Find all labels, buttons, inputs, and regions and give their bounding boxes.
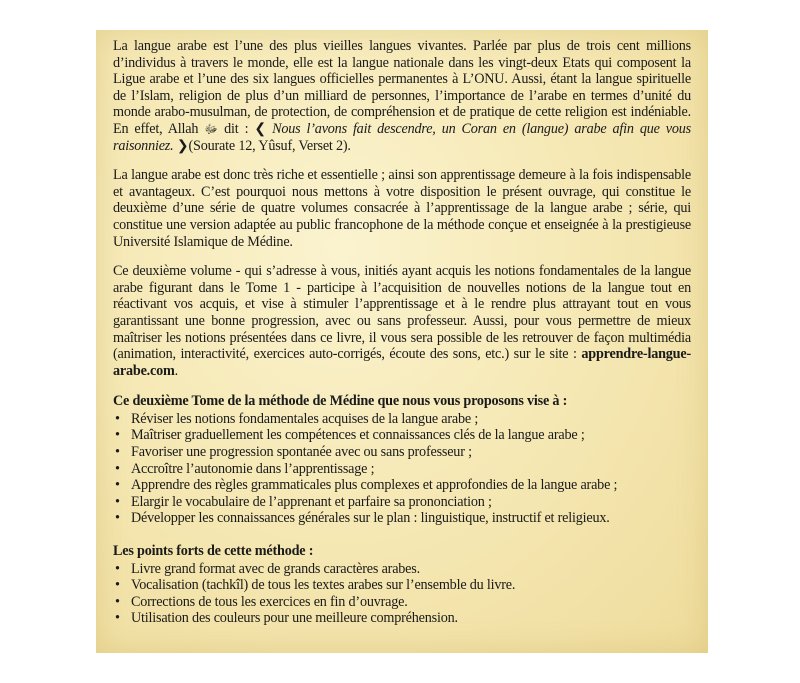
quran-quote: Nous l’avons fait descendre, un Coran en (langue) arabe afin que vous raisonniez. bbox=[113, 120, 691, 154]
volume-description: Ce deuxième volume - qui s’adresse à vous, initiés ayant acquis les notions fondamentales de la langue arabe figurant dans le Tome 1 - participe à l’acquisition de nouvelles notions de la langue tout en réactivant vos acquis, et vise à stimuler l’apprentissage et à le rendre plus attrayant tout en vous garantissant une bonne progression, avec ou sans professeur. Aussi, pour vous permettre de mieux maîtriser les notions présentées dans ce livre, il vous sera possible de les retrouver de façon multimédia (animation, interactivité, exercices auto-corrigés, écoute des sons, etc.) sur le site : bbox=[113, 263, 691, 363]
strength-item: • Utilisation des couleurs pour une meilleure compréhension. bbox=[113, 610, 691, 627]
goals-list bbox=[113, 411, 691, 527]
goals-heading: Ce deuxième Tome de la méthode de Médine que nous vous proposons vise à : bbox=[113, 393, 568, 410]
goal-item: • Accroître l’autonomie dans l’apprentissage ; bbox=[113, 461, 691, 478]
strength-item: • Vocalisation (tachkîl) de tous les textes arabes sur l’ensemble du livre. bbox=[113, 577, 691, 594]
intro-paragraph-1 bbox=[113, 38, 691, 154]
verse-reference: (Sourate 12, Yûsuf, Verset 2). bbox=[188, 137, 351, 154]
honorific-symbol: ﷻ bbox=[204, 121, 218, 136]
goal-item: • Développer les connaissances générales sur le plan : linguistique, instructif et religieux. bbox=[113, 510, 691, 527]
quote-open-bracket: ❮ bbox=[254, 120, 267, 137]
book-page bbox=[96, 30, 708, 653]
page-content bbox=[113, 38, 691, 627]
strength-item: • Corrections de tous les exercices en fin d’ouvrage. bbox=[113, 594, 691, 611]
dit-text: dit : bbox=[217, 120, 255, 137]
strength-item: • Livre grand format avec de grands caractères arabes. bbox=[113, 561, 691, 578]
goal-item: • Elargir le vocabulaire de l’apprenant et parfaire sa prononciation ; bbox=[113, 494, 691, 511]
strengths-list bbox=[113, 561, 691, 627]
intro-paragraph-3 bbox=[113, 263, 691, 379]
paragraph-end: . bbox=[174, 362, 178, 379]
website-link[interactable]: apprendre-langue-arabe.com bbox=[113, 346, 691, 379]
intro-paragraph-2: La langue arabe est donc très riche et essentielle ; ainsi son apprentissage demeure à la fois indispensable et avantageux. C’est pourquoi nous mettons à votre disposition le présent ouvrage, qui constitue le deuxième d’une série de quatre volumes consacrée à l’apprentissage de la langue arabe ; série, qui constitue une version adaptée au public francophone de la méthode conçue et enseignée à la prestigieuse Université Islamique de Médine. bbox=[113, 167, 691, 250]
intro-text: La langue arabe est l’une des plus vieilles langues vivantes. Parlée par plus de trois cent millions d’individus à travers le monde, elle est la langue nationale dans les vingt-deux Etats qui composent la Ligue arabe et l’une des six langues officielles permanentes à L’ONU. Aussi, étant la langue spirituelle de l’Islam, religion de plus d’un milliard de personnes, l’importance de l’arabe en termes d’unité du monde arabo-musulman, de protection, de compréhension et de pratique de cette religion est indéniable. En effet, Allah bbox=[113, 38, 691, 137]
goal-item: • Apprendre des règles grammaticales plus complexes et approfondies de la langue arabe ; bbox=[113, 477, 691, 494]
goal-item: • Favoriser une progression spontanée avec ou sans professeur ; bbox=[113, 444, 691, 461]
goal-item: • Réviser les notions fondamentales acquises de la langue arabe ; bbox=[113, 411, 691, 428]
strengths-heading: Les points forts de cette méthode : bbox=[113, 543, 314, 560]
goal-item: • Maîtriser graduellement les compétences et connaissances clés de la langue arabe ; bbox=[113, 427, 691, 444]
quote-close-bracket: ❯ bbox=[176, 137, 189, 154]
